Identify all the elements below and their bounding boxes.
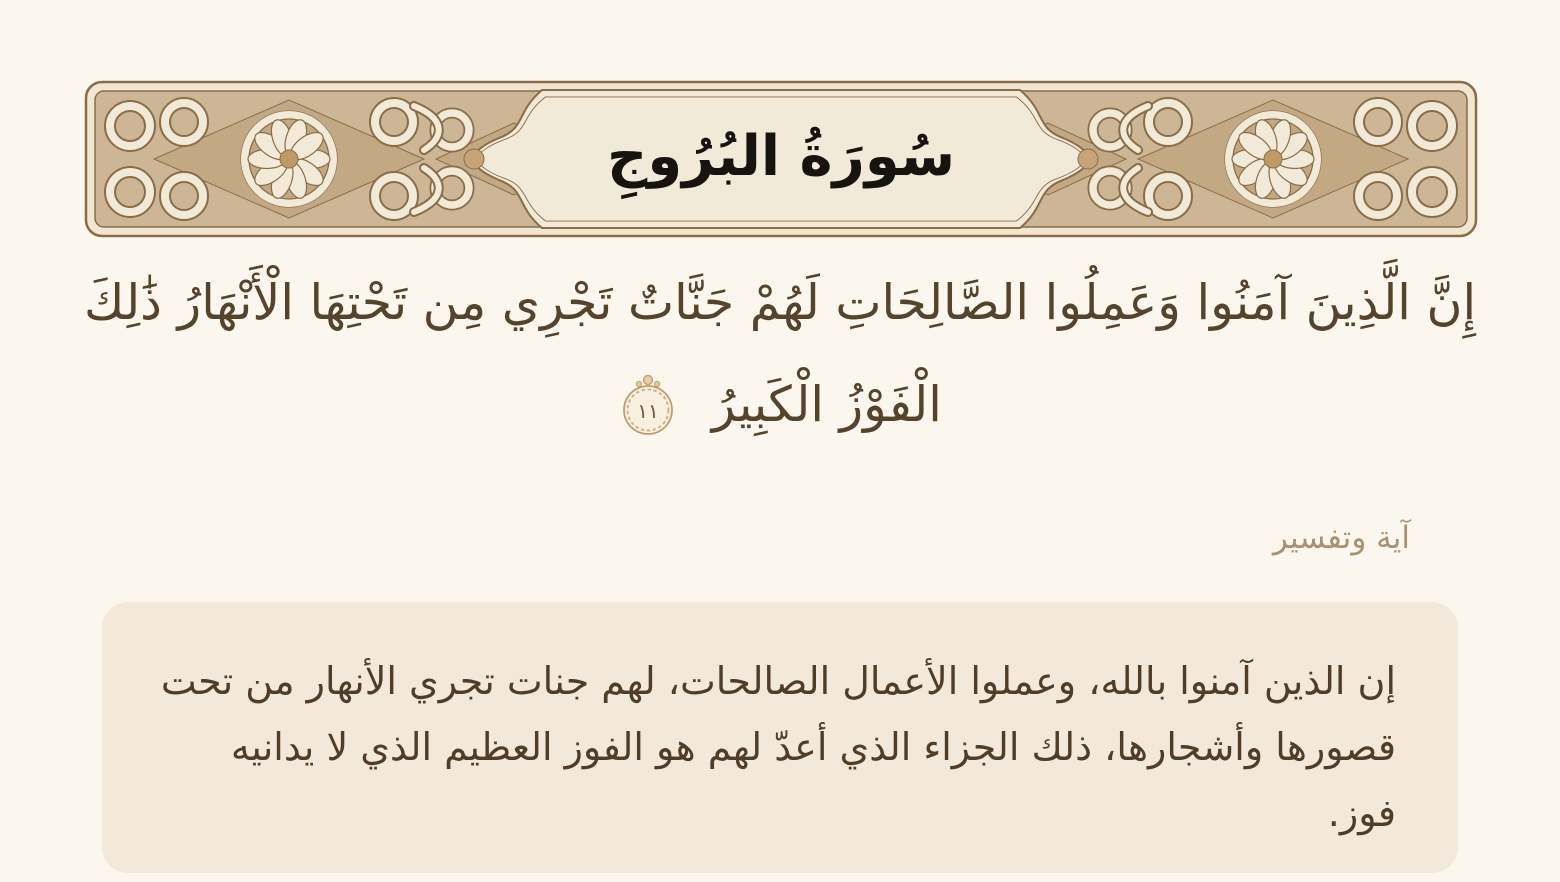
verse-line-2 — [0, 354, 1560, 456]
ayah-number: ١١ — [637, 398, 659, 423]
tafsir-panel — [102, 602, 1458, 873]
tafsir-line-3: فوز. — [1327, 791, 1396, 835]
ayah-number-medallion — [618, 371, 678, 437]
verse-line-1: إِنَّ الَّذِينَ آمَنُوا وَعَمِلُوا الصَّالِحَاتِ لَهُمْ جَنَّاتٌ تَجْرِي مِن تَحْتِهَا الْأَنْهَارُ ذَٰلِكَ — [83, 274, 1477, 331]
verse-text-block — [0, 252, 1560, 456]
surah-title: سُورَةُ البُرُوجِ — [606, 123, 956, 189]
surah-header-banner — [84, 80, 1478, 238]
tafsir-line-2: قصورها وأشجارها، ذلك الجزاء الذي أعدّ لهم هو الفوز العظيم الذي لا يدانيه — [230, 725, 1396, 769]
verse-line-2-text: الْفَوْزُ الْكَبِيرُ — [711, 376, 942, 433]
tafsir-line-1: إن الذين آمنوا بالله، وعملوا الأعمال الصالحات، لهم جنات تجري الأنهار من تحت — [160, 659, 1396, 703]
section-label-ayah-tafsir: آية وتفسير — [1272, 520, 1410, 556]
